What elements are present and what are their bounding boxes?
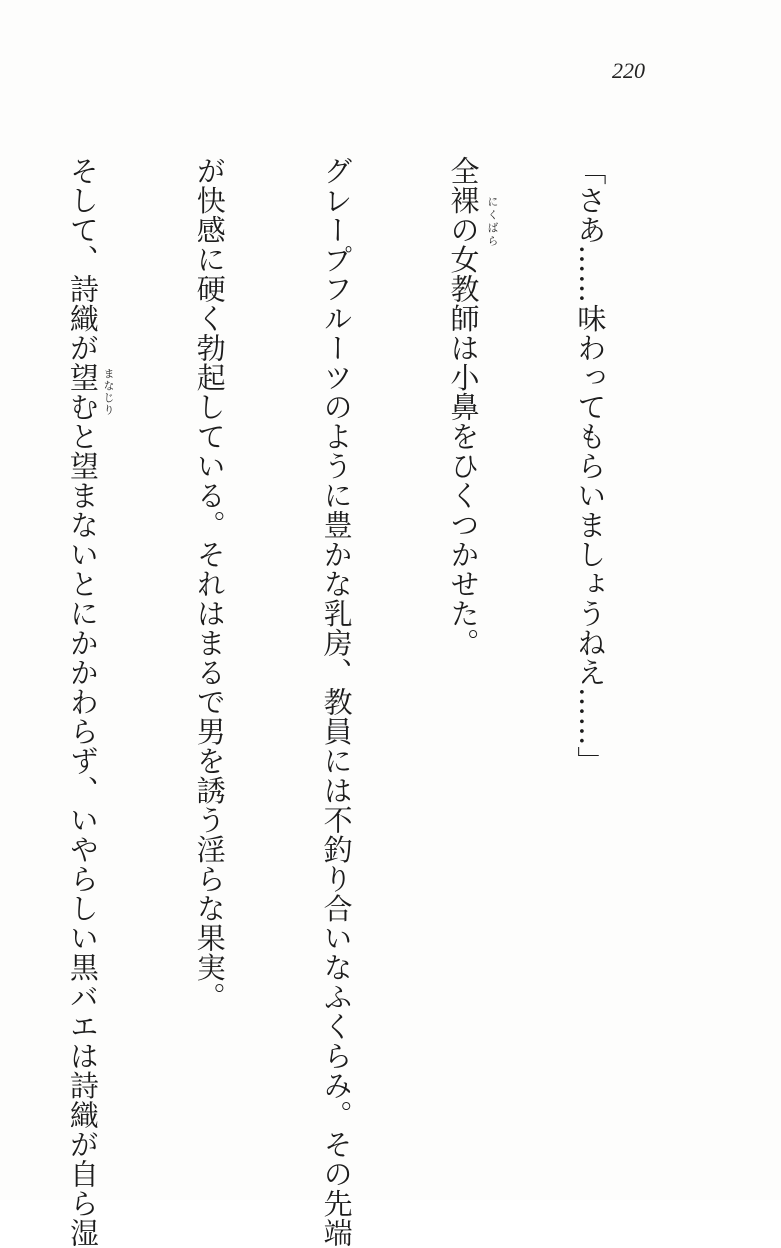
vertical-text-block [0,156,696,1248]
page-number: 220 [612,58,645,83]
text-line: が快感に硬く勃起している。それはまるで男を誘う淫らな果実。 [192,156,227,1012]
furigana-nikubara: にくばら [486,196,499,248]
text-line: 「さあ……味わってもらいましょうねえ……」 [573,156,608,776]
furigana-manajiri: まなじり [102,368,115,416]
text-line: そして、詩織が望むと望まないとにかかわらず、いやらしい黒バエは詩織が自ら湿 [65,156,100,1248]
text-line: 全裸の女教師は小鼻をひくつかせた。 [446,156,481,658]
text-line: グレープフルーツのように豊かな乳房、教員には不釣り合いなふくらみ。その先端 [319,156,354,1248]
